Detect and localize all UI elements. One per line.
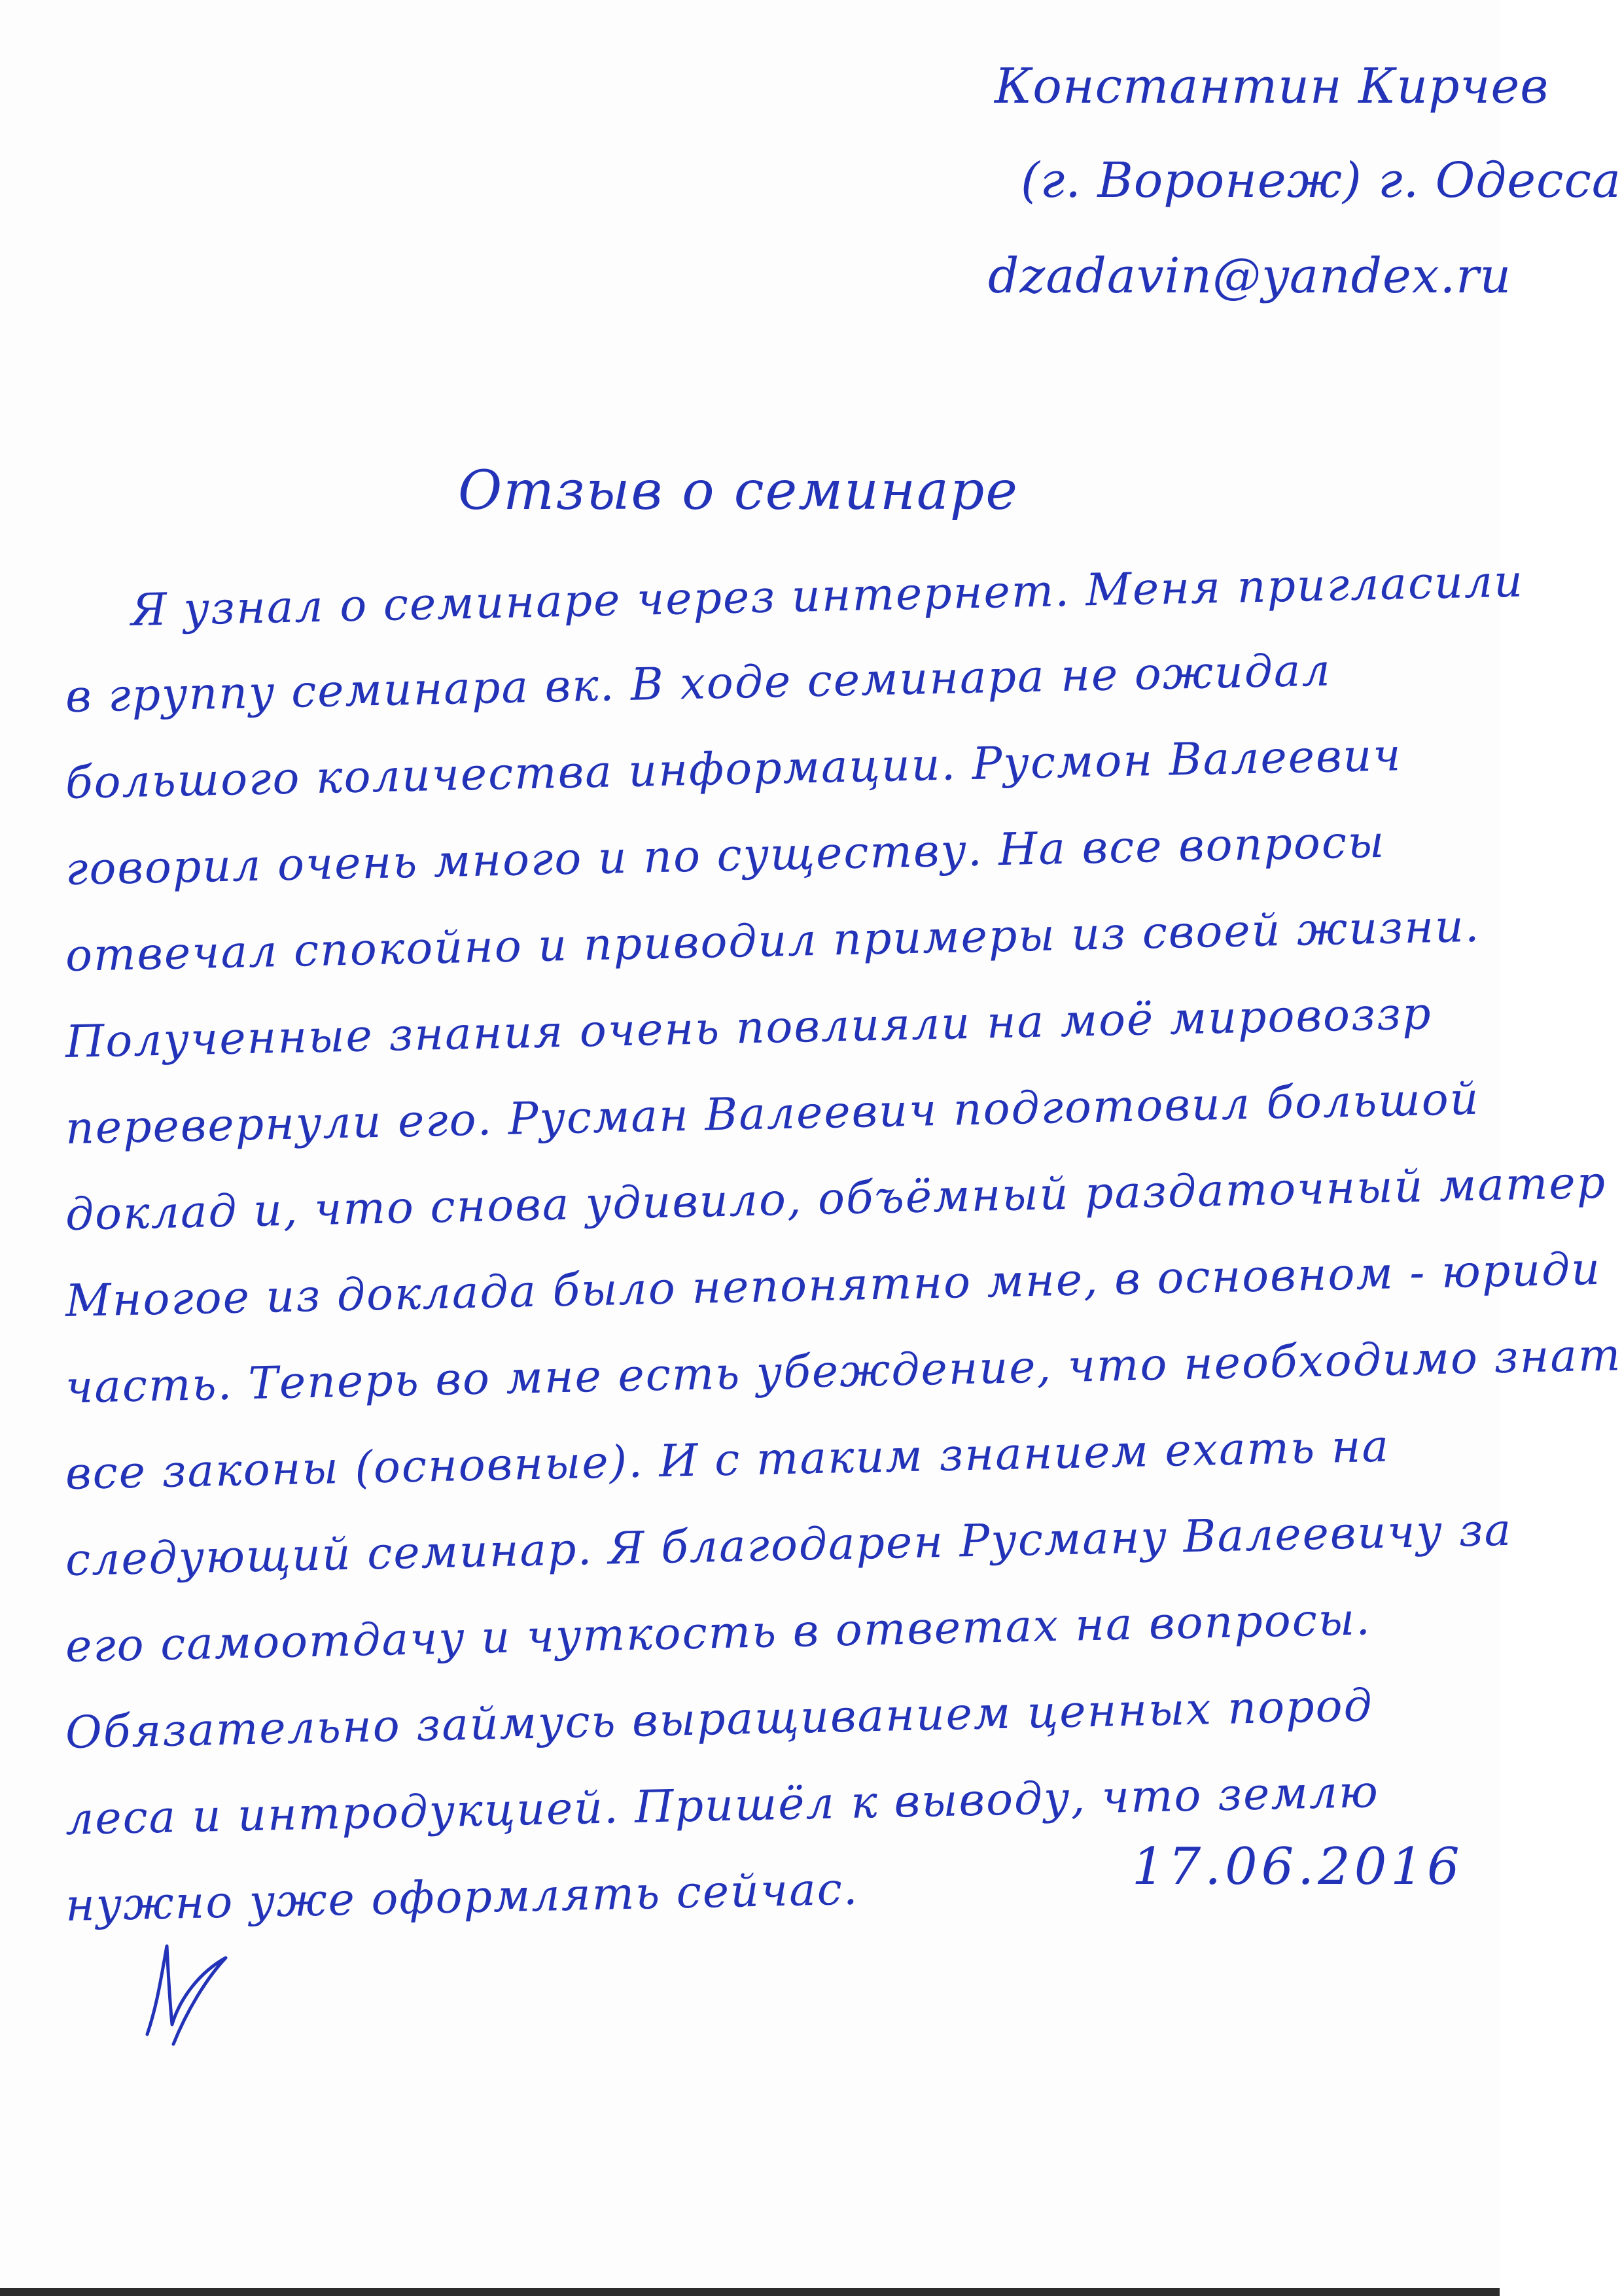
letter-title: Отзыв о семинаре bbox=[458, 460, 1019, 522]
letter-date: 17.06.2016 bbox=[1132, 1837, 1464, 1896]
body-line: Полученные знания очень повлияли на моё мировоззр bbox=[65, 988, 1433, 1068]
body-line: все законы (основные). И с таким знанием ехать на bbox=[65, 1420, 1390, 1500]
scan-bottom-edge bbox=[0, 2288, 1500, 2296]
author-city: (г. Воронеж) г. Одесса bbox=[1021, 152, 1622, 209]
body-line: Я узнал о семинаре через интернет. Меня пригласили bbox=[130, 555, 1525, 636]
body-line: Многое из доклада было непонятно мне, в основном - юриди bbox=[65, 1243, 1602, 1327]
body-line: его самоотдачу и чуткость в ответах на вопросы. bbox=[65, 1593, 1372, 1673]
author-email: dzadavin@yandex.ru bbox=[988, 248, 1512, 304]
body-line: в группу семинара вк. В ходе семинара не ожидал bbox=[65, 644, 1332, 723]
body-line: отвечал спокойно и приводил примеры из своей жизни. bbox=[65, 900, 1481, 982]
handwritten-signature-icon bbox=[128, 1920, 258, 2057]
letter-body bbox=[65, 555, 1622, 1970]
author-name: Константин Кирчев bbox=[995, 58, 1549, 114]
body-line: большого количества информации. Русмон Валеевич bbox=[65, 729, 1403, 809]
body-line: леса и интродукцией. Пришёл к выводу, что землю bbox=[65, 1765, 1380, 1845]
body-line: доклад и, что снова удивило, объёмный раздаточный матер bbox=[65, 1157, 1607, 1241]
body-line: перевернули его. Русман Валеевич подготовил большой bbox=[65, 1073, 1481, 1155]
letter-header bbox=[975, 58, 1622, 304]
body-line: говорил очень много и по существу. На все вопросы bbox=[65, 816, 1386, 896]
body-line: следующий семинар. Я благодарен Русману Валеевичу за bbox=[65, 1504, 1513, 1586]
body-line: часть. Теперь во мне есть убеждение, что необходимо знат bbox=[65, 1329, 1622, 1414]
body-line: нужно уже оформлять сейчас. bbox=[65, 1863, 860, 1932]
body-line: Обязательно займусь выращиванием ценных пород bbox=[65, 1680, 1374, 1759]
